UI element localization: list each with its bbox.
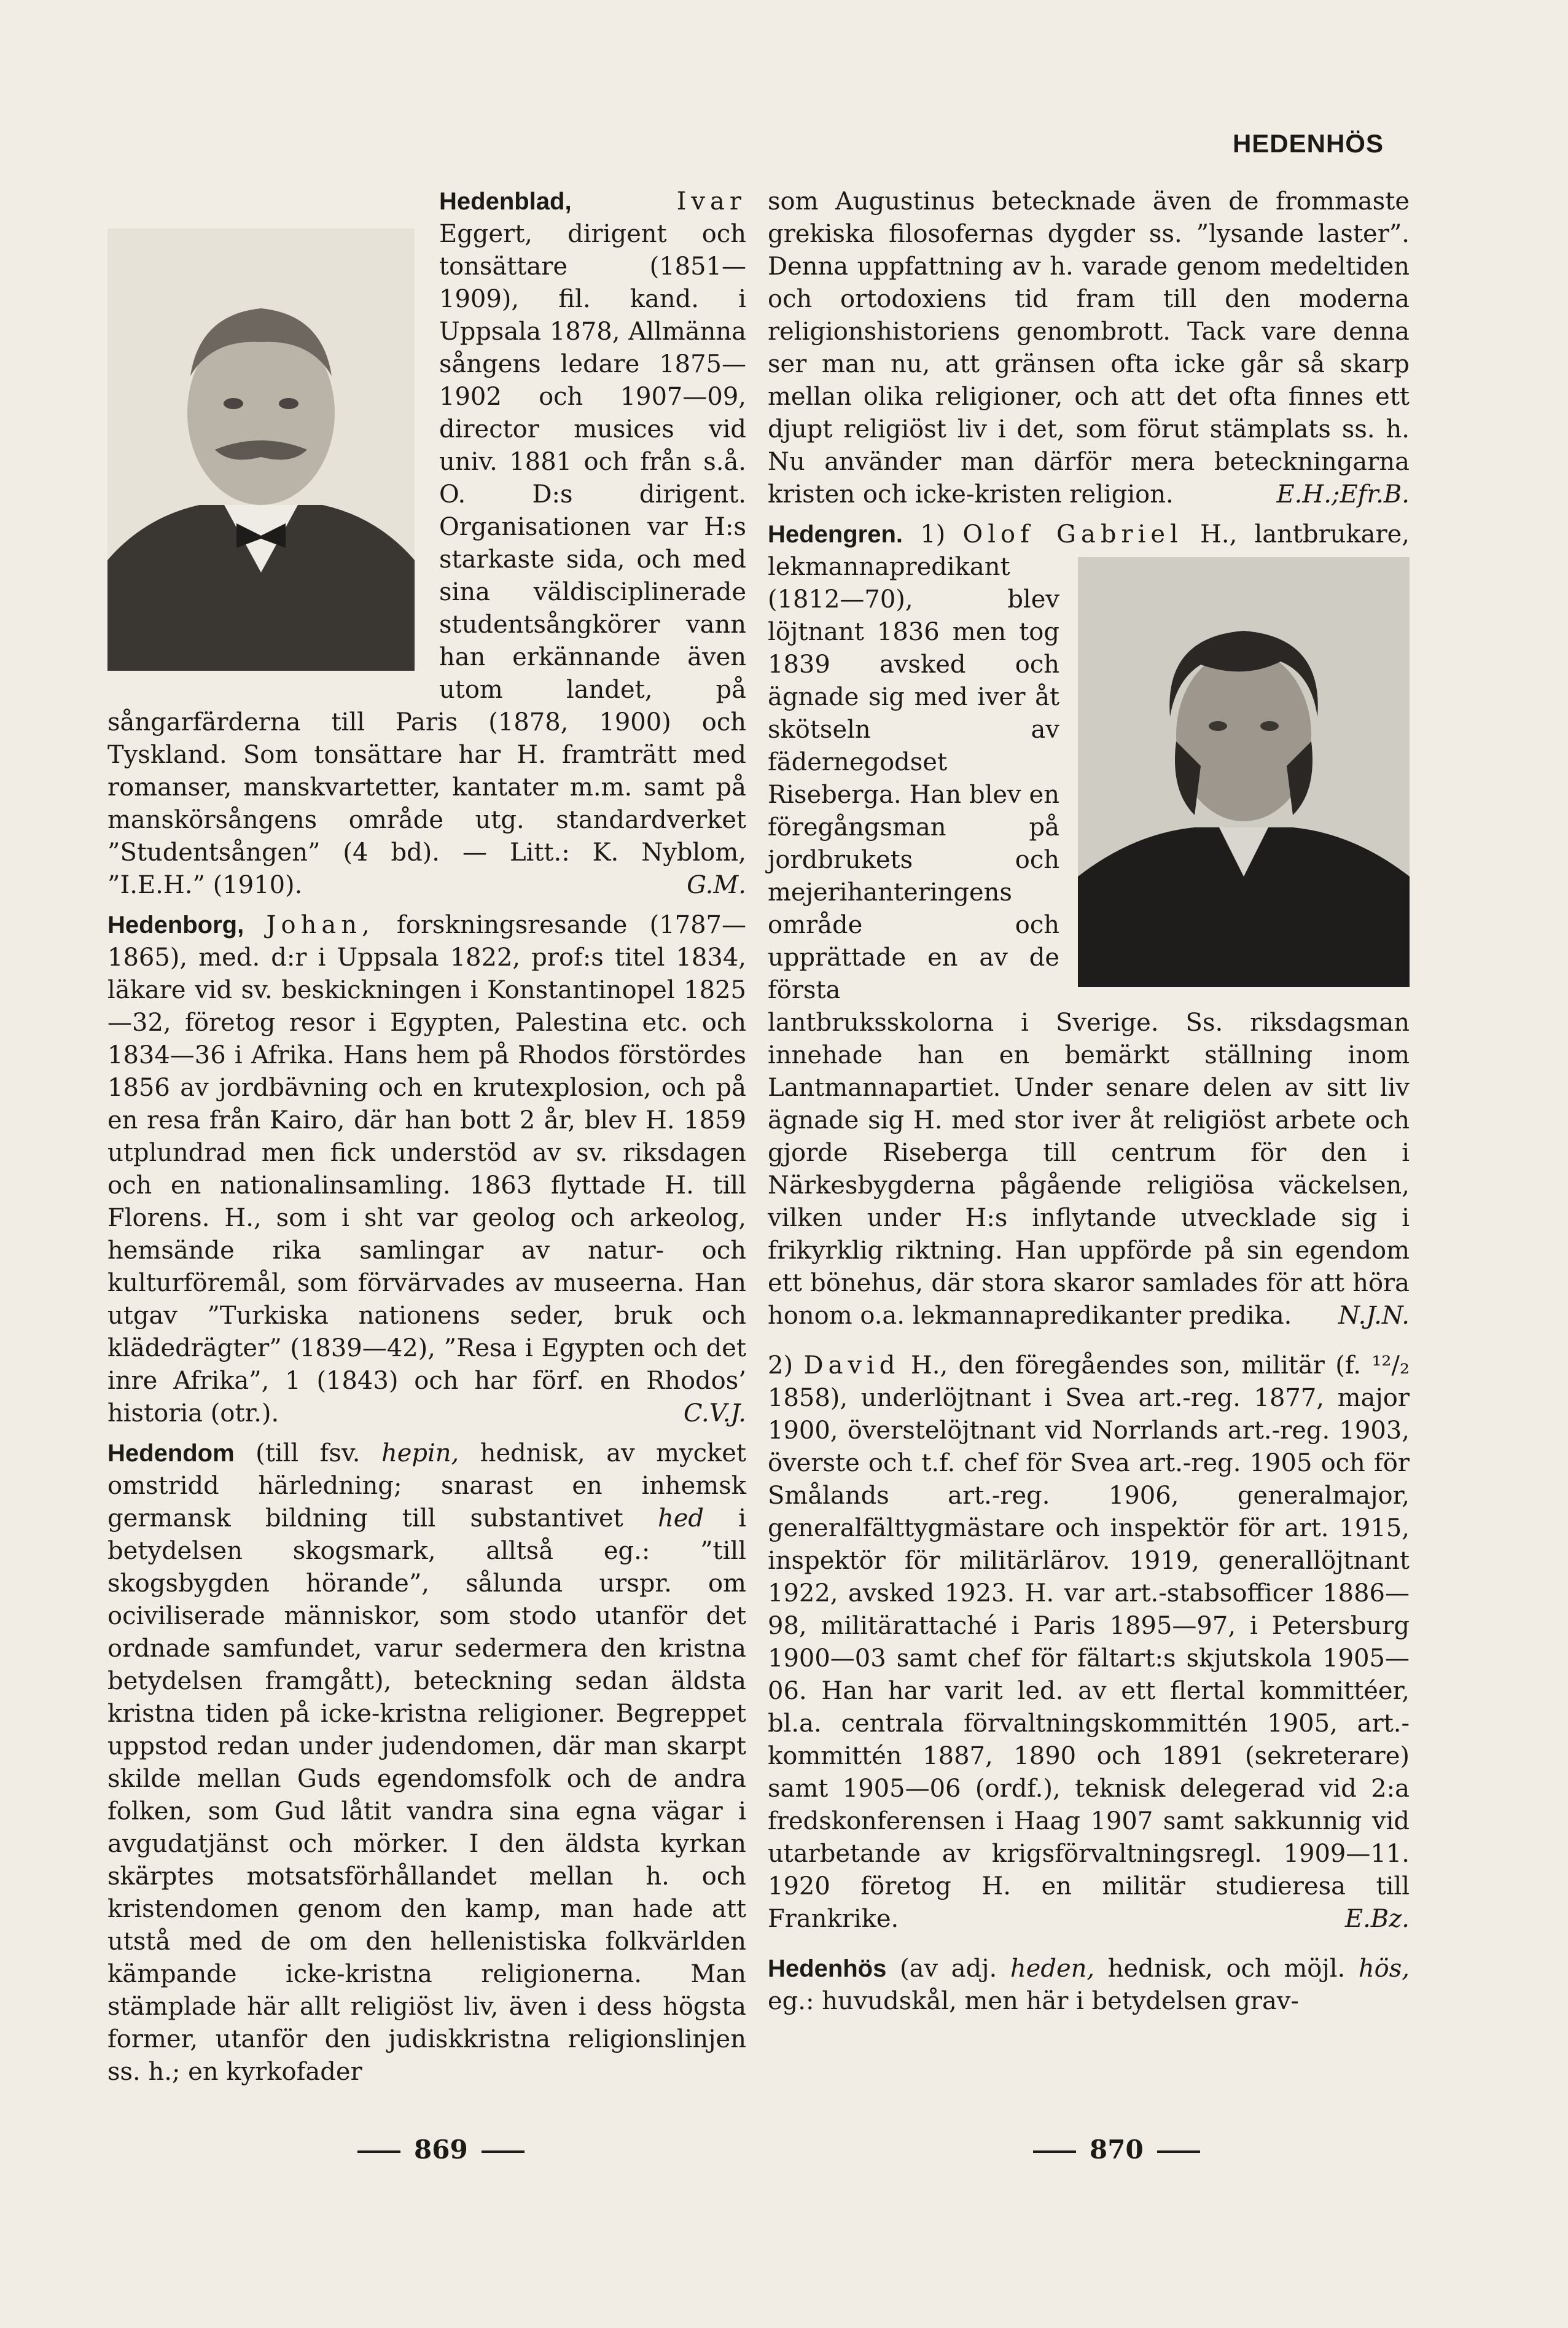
dash-divider: [1157, 2150, 1200, 2153]
etymology-word: hepin,: [381, 1439, 459, 1467]
entry-text: forskningsresande (1787—1865), med. d:r i Uppsala 1822, prof:s titel 1834, läkare vid sv. beskickningen i Konstantinopel 1825—32, företog resor i Egypten, Palestina etc. och 1834—36 i Afrika. Hans hem på Rhodos förstördes 1856 av jordbävning och en krutexplosion, och på en resa från Kairo, där han bott 2 år, blev H. 1859 utplundrad men fick understöd av sv. riksdagen och en nationalinsamling. 1863 flyttade H. till Florens. H., som i sht var geolog och arkeolog, hemsände rika samlingar av natur- och kulturföremål, som förvärvades av museerna. Han utgav ”Turkiska nationens seder, bruk och klädedrägter” (1839—42), ”Resa i Egypten och det inre Afrika”, 1 (1843) och har förf. en Rhodos’ historia (otr.).: [107, 911, 747, 1428]
page-number-value: 870: [1090, 2135, 1144, 2165]
etymology-word: hös,: [1358, 1955, 1410, 1983]
entry-number: 1): [903, 520, 963, 549]
dash-divider: [482, 2150, 525, 2153]
entry-hedendom: [107, 1437, 746, 2088]
signature: E.Bz.: [1344, 1905, 1410, 1933]
portrait-image-hedenblad: [107, 229, 415, 671]
left-column: [107, 186, 746, 2096]
entry-hedenblad: [107, 186, 746, 902]
entry-text: eg.: huvudskål, men här i betydelsen grav-: [768, 1987, 1299, 2015]
entry-name: Johan,: [266, 911, 375, 939]
entry-text: H., lantbrukare, lekmannapredikant (1812—70), blev löjtnant 1836 men tog 1839 avsked och ägnade sig med iver åt skötseln av fädernegodset Riseberga. Han blev en föregångsman på jordbrukets och mejerihanteringens område och upprättade en av de första lantbruksskolorna i Sverige. Ss. riksdagsman innehade han en bemärkt ställning inom Lantmannapartiet. Under senare delen av sitt liv ägnade sig H. med stor iver åt religiöst arbete och gjorde Riseberga till centrum för den i Närkesbygderna pågående religiösa väckelsen, vilken under H:s inflytande utvecklade sig i frikyrklig riktning. Han uppförde på sin egendom ett bönehus, där stora skaror samlades för att höra honom o.a. lekmannapredikanter predika.: [768, 520, 1410, 1330]
entry-name: Olof Gabriel: [962, 520, 1183, 549]
headword-hedenblad: Hedenblad,: [439, 188, 572, 215]
headword-hedenborg: Hedenborg,: [107, 912, 244, 939]
entry-text: (av adj.: [886, 1955, 1010, 1983]
page-number-left: [344, 2135, 538, 2165]
signature: G.M.: [687, 871, 746, 899]
headword-hedenhos: Hedenhös: [768, 1955, 887, 1982]
entry-text: hednisk, av mycket omstridd härledning; snarast en inhemsk germansk bildning till substantivet: [107, 1439, 746, 1533]
page-number-right: [1020, 2135, 1214, 2165]
signature: E.H.;Efr.B.: [1276, 480, 1410, 509]
entry-text: som Augustinus betecknade även de frommaste grekiska filosofernas dygder ss. ”lysande laster”. Denna uppfattning av h. varade genom medeltiden och ortodoxiens tid fram till den moderna religionshistoriens genombrott. Tack vare denna ser man nu, att gränsen ofta icke går så skarp mellan olika religioner, och att det ofta finnes ett djupt religiöst liv i det, som förut stämplats ss. h. Nu använder man därför mera beteckningarna kristen och icke-kristen religion.: [768, 187, 1410, 509]
headword-hedengren: Hedengren.: [768, 521, 903, 548]
page-number-value: 869: [414, 2135, 468, 2165]
etymology-word: hed: [657, 1504, 704, 1533]
headword-hedendom: Hedendom: [107, 1440, 235, 1467]
entry-hedenborg: [107, 909, 746, 1430]
dash-divider: [357, 2150, 400, 2153]
dash-divider: [1033, 2150, 1076, 2153]
entry-text: Eggert, dirigent och tonsättare (1851—1909), fil. kand. i Uppsala 1878, Allmänna sångens ledare 1875—1902 och 1907—09, director musices vid univ. 1881 och från s.å. O. D:s dirigent. Organisationen var H:s starkaste sida, och med sina väldisciplinerade studentsångkörer vann han erkännande även utom landet, på sångarfärderna till Paris (1878, 1900) och Tyskland. Som tonsättare har H. framträtt med romanser, manskvartetter, kantater m.m. samt på manskörsångens område utg. standardverket ”Studentsången” (4 bd). — Litt.: K. Nyblom, ”I.E.H.” (1910).: [107, 220, 746, 899]
entry-text: (till fsv.: [234, 1439, 381, 1467]
entry-number: 2): [768, 1351, 804, 1380]
entry-text: hednisk, och möjl.: [1094, 1955, 1359, 1983]
entry-text: H., den föregåendes son, militär (f. ¹²/₂ 1858), underlöjtnant i Svea art.-reg. 1877, major 1900, överstelöjtnant vid Norrlands art.-reg. 1903, överste och t.f. chef för Svea art.-reg. 1905 och för Smålands art.-reg. 1906, generalmajor, generalfälttygmästare och inspektör för art. 1915, inspektör för militärlärov. 1919, generallöjtnant 1922, avsked 1923. H. var art.-stabsofficer 1886—98, militärattaché i Paris 1895—97, i Petersburg 1900—03 samt chef för fältart:s skjutskola 1905—06. Han har varit led. av ett flertal kommittéer, bl.a. centrala förvaltningskommittén 1905, art.-kommittén 1887, 1890 och 1891 (sekreterare) samt 1905—06 (ordf.), teknisk delegerad vid 2:a fredskonferensen i Haag 1907 samt sakkunnig vid utarbetande av krigsförvaltningsregl. 1909—11. 1920 företog H. en militär studieresa till Frankrike.: [768, 1351, 1410, 1933]
signature: C.V.J.: [683, 1399, 746, 1428]
entry-hedengren: [768, 518, 1410, 1332]
portrait-image-hedengren: [1078, 557, 1410, 987]
signature: N.J.N.: [1338, 1302, 1410, 1330]
entry-name: Ivar: [676, 187, 746, 216]
etymology-word: heden,: [1010, 1955, 1095, 1983]
entry-david-hedengren: [768, 1350, 1410, 1935]
right-column: [768, 186, 1410, 2025]
entry-text: i betydelsen skogsmark, alltså eg.: ”till skogsbygden hörande”, sålunda urspr. om ociviliserade människor, som stodo utanför det ordnade samfundet, varur sedermera den kristna betydelsen framgått), beteckning sedan äldsta kristna tiden på icke-kristna religioner. Begreppet uppstod redan under judendomen, där man skarpt skilde mellan Guds egendomsfolk och de andra folken, som Gud låtit vandra sina egna vägar i avgudatjänst och mörker. I den äldsta kyrkan skärptes motsatsförhållandet mellan h. och kristendomen genom den kamp, man hade att utstå med de om den hellenistiska folkvärlden kämpande icke-kristna religionerna. Man stämplade här allt religiöst liv, även i dess högsta former, utanför den judiskkristna religionslinjen ss. h.; en kyrkofader: [107, 1504, 746, 2086]
entry-name: David: [803, 1351, 900, 1380]
entry-hedendom-continued: [768, 186, 1410, 511]
portrait-hedengren-icon: [1078, 557, 1410, 987]
entry-hedenhos: [768, 1953, 1410, 2018]
portrait-hedenblad-icon: [107, 229, 415, 671]
running-head: HEDENHÖS: [1232, 129, 1384, 158]
